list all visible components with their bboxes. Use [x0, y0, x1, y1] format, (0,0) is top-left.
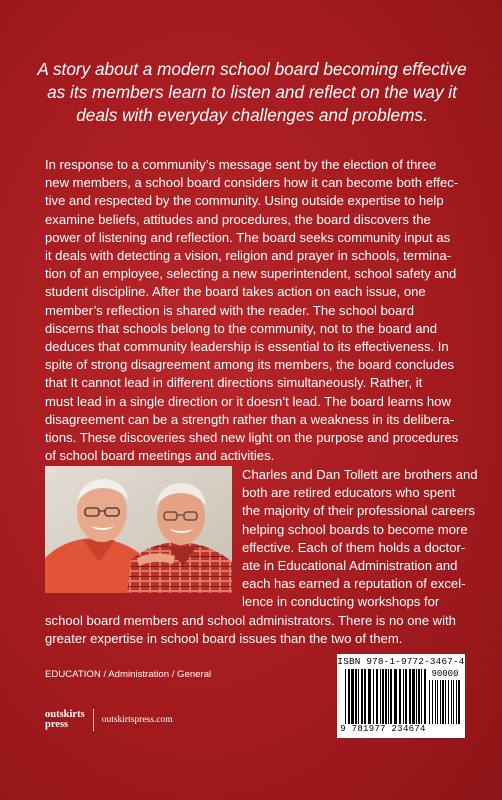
barcode-bar	[429, 680, 430, 724]
barcode-bar	[421, 669, 422, 724]
barcode-bar	[399, 669, 401, 724]
barcode-bar	[348, 669, 350, 724]
barcode-bar	[355, 669, 357, 724]
synopsis-line: spite of strong disagreement among its members, the board concludes	[45, 357, 455, 373]
bio-line: both are retired educators who spent	[242, 485, 456, 501]
barcode-bar	[376, 669, 378, 724]
publisher-logo	[45, 710, 85, 730]
ean-number: 9 781977 234674	[340, 724, 426, 734]
barcode-bar	[412, 669, 415, 724]
publisher-imprint	[45, 707, 173, 733]
ean-barcode-bars	[345, 669, 427, 724]
bio-line: Charles and Dan Tollett are brothers and	[242, 467, 478, 482]
bisac-category: EDUCATION / Administration / General	[45, 669, 212, 680]
tagline	[32, 58, 472, 127]
barcode-bar	[405, 669, 407, 724]
publisher-logo-line: press	[45, 719, 69, 730]
barcode-bar	[361, 669, 363, 724]
barcode-bar	[388, 669, 389, 724]
tagline-line: A story about a modern school board becoming effective	[37, 59, 467, 79]
publisher-divider	[93, 709, 94, 731]
synopsis-line: discerns that schools belong to the community, not to the board and	[45, 320, 438, 336]
price-addon-number: 90000	[431, 669, 459, 679]
tagline-line: deals with everyday challenges and problems.	[76, 105, 428, 125]
bio-line: ate in Educational Administration and	[242, 558, 458, 574]
barcode-bar	[416, 669, 417, 724]
synopsis-line: disagreement can be a strength rather than a weakness in its delibera-	[45, 411, 455, 427]
synopsis-line: student discipline. After the board takes action on each issue, one	[45, 284, 426, 300]
author-bio	[45, 466, 478, 648]
synopsis-line: In response to a community’s message sent by the election of three	[45, 157, 437, 172]
publisher-url: outskirtspress.com	[101, 715, 173, 725]
publisher-logo-line: outskirts	[45, 709, 85, 720]
barcode-bar	[390, 669, 392, 724]
synopsis-line: that It cannot lead in different directions simultaneously. Rather, it	[45, 375, 423, 391]
barcode-bar	[368, 669, 371, 724]
barcode-bar	[364, 669, 366, 724]
barcode-bar	[435, 680, 436, 724]
barcode-bar	[345, 669, 346, 724]
bio-line: greater expertise in school board issues than the two of them.	[45, 630, 403, 646]
synopsis-line: tion of an employee, selecting a new superintendent, school safety and	[45, 266, 457, 282]
synopsis-line: power of listening and reflection. The board seeks community input as	[45, 229, 451, 245]
synopsis-line: tions. These discoveries shed new light on the purpose and procedures	[45, 430, 459, 446]
barcode-bar	[409, 669, 411, 724]
barcode-bar	[448, 680, 449, 724]
synopsis-line: tive and respected by the community. Using outside expertise to help	[45, 193, 444, 209]
synopsis-line: deduces that community leadership is essential to its effectiveness. In	[45, 339, 449, 355]
synopsis-line: member’s reflection is shared with the reader. The school board	[45, 302, 415, 318]
barcode-bar	[442, 680, 444, 724]
barcode-bar	[440, 680, 441, 724]
barcode-bar	[382, 669, 384, 724]
bio-line: each has earned a reputation of excel-	[242, 576, 466, 592]
barcode-bar	[456, 680, 457, 724]
isbn-number: ISBN 978-1-9772-3467-4	[337, 656, 465, 667]
barcode-bar	[453, 680, 454, 724]
bio-line: the majority of their professional careers	[242, 503, 475, 519]
synopsis	[45, 156, 462, 465]
barcode-bar	[451, 680, 452, 724]
price-addon-bars	[429, 680, 461, 724]
barcode-bar	[403, 669, 404, 724]
barcode-bar	[458, 680, 460, 724]
barcode-bar	[424, 669, 426, 724]
barcode-bar	[358, 669, 359, 724]
synopsis-line: examine beliefs, attitudes and procedures, the board discovers the	[45, 211, 431, 227]
barcode-bar	[373, 669, 374, 724]
barcode-bar	[394, 669, 397, 724]
barcode-bar	[445, 680, 446, 724]
synopsis-line: it deals with detecting a vision, religion and prayer in schools, termina-	[45, 248, 452, 264]
barcode-bar	[351, 669, 354, 724]
bio-line: school board members and school administrators. There is no one with	[45, 612, 456, 628]
bio-line: helping school boards to become more	[242, 521, 468, 537]
synopsis-line: must lead in a single direction or it doesn’t lead. The board learns how	[45, 393, 451, 409]
bio-line: effective. Each of them holds a doctor-	[242, 539, 466, 555]
tagline-line: as its members learn to listen and reflect on the way it	[47, 82, 457, 102]
barcode-bar	[418, 669, 420, 724]
isbn-barcode	[337, 654, 465, 738]
barcode-bar	[437, 680, 438, 724]
barcode-bar	[432, 680, 433, 724]
bio-line: lence in conducting workshops for	[242, 594, 440, 610]
barcode-bar	[385, 669, 387, 724]
synopsis-line: of school board meetings and activities.	[45, 448, 275, 464]
synopsis-line: new members, a school board considers how it can become both effec-	[45, 175, 459, 191]
barcode-bar	[380, 669, 381, 724]
